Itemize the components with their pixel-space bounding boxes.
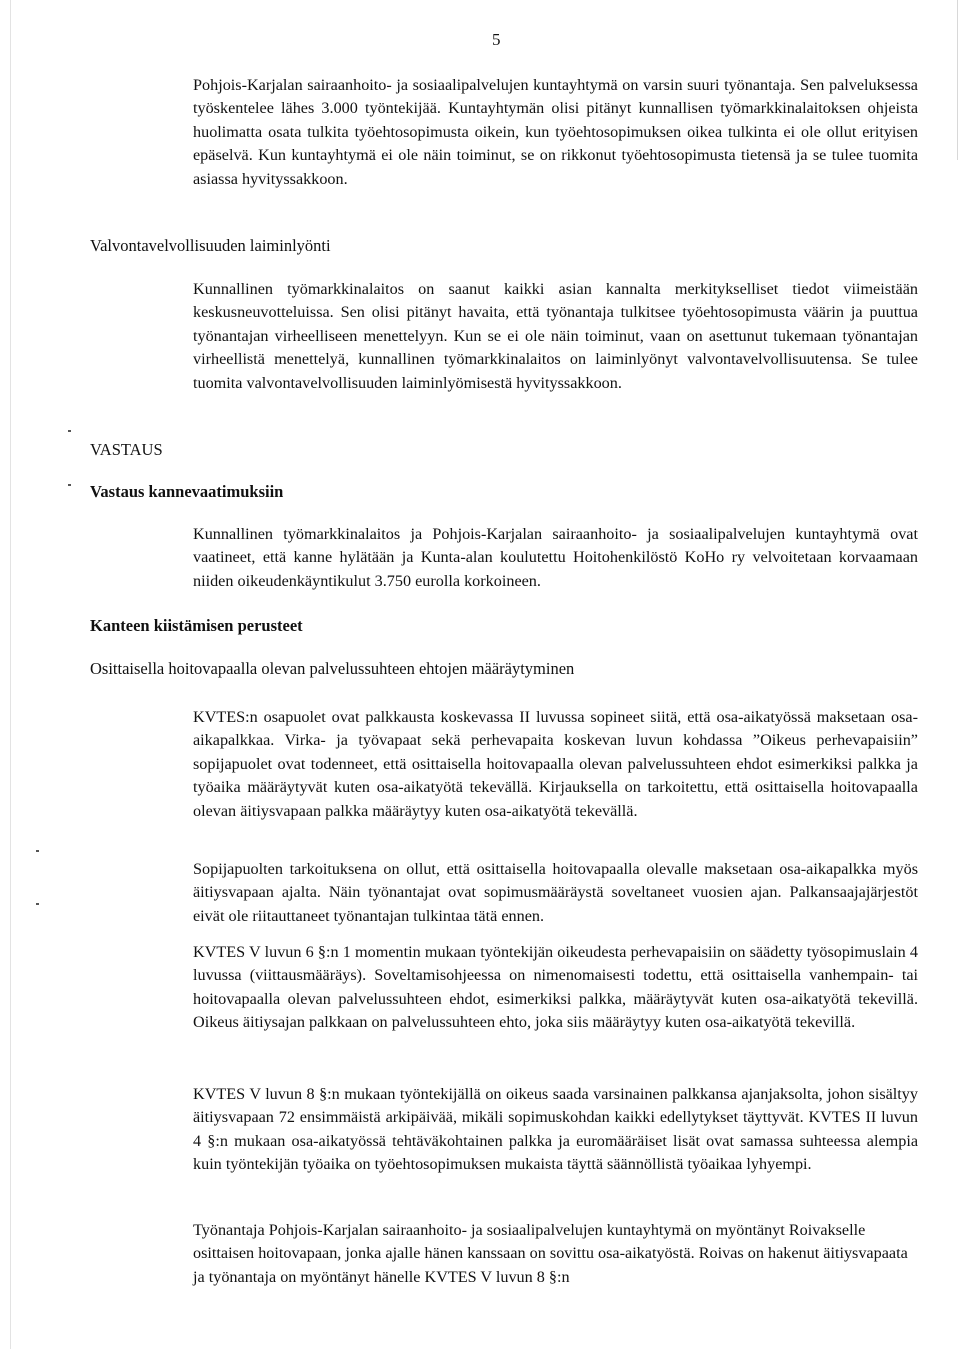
paragraph-employer-liability: Pohjois-Karjalan sairaanhoito- ja sosiaalipalvelujen kuntayhtymä on varsin suuri työnantaja. Sen palveluksessa työskentelee lähes 3.000 työntekijää. Kuntayhtymän olisi pitänyt kunnallisen työmarkkinalaitoksen ohjeista huolimatta osata tulkita työehtosopimusta oikein, kun työehtosopimuksen oikea tulkinta ei ole ollut erityisen epäselvä. Kun kuntayhtymä ei ole näin toiminut, se on rikkonut työehtosopimusta tietensä ja se tulee tuomita asiassa hyvityssakkoon. <box>193 76 918 188</box>
scan-speck <box>68 484 71 486</box>
scan-edge-line <box>957 0 958 160</box>
heading-response: VASTAUS <box>90 440 163 459</box>
heading-response-to-claims: Vastaus kannevaatimuksiin <box>90 482 284 501</box>
paragraph-response-to-claims: Kunnallinen työmarkkinalaitos ja Pohjois-Karjalan sairaanhoito- ja sosiaalipalvelujen kuntayhtymä ovat vaatineet, että kanne hylätään ja Kunta-alan koulutettu Hoitohenkilöstö KoHo ry velvoitetaan korvaamaan niiden oikeudenkäyntikulut 3.750 eurolla korkoineen. <box>193 525 918 590</box>
heading-partial-care-leave-terms: Osittaisella hoitovapaalla olevan palvelussuhteen ehtojen määräytyminen <box>90 659 575 678</box>
paragraph-parties-intent: Sopijapuolten tarkoituksena on ollut, että osittaisella hoitovapaalla olevalle maksetaan osa-aikapalkka myös äitiysvapaan ajalta. Näin työnantajat ovat sopimusmääräystä soveltaneet vuosien ajan. Palkansaajajärjestöt eivät ole riitauttaneet työnantajan tulkintaa tätä ennen. <box>193 860 918 925</box>
paragraph-employer-granted-leave: Työnantaja Pohjois-Karjalan sairaanhoito- ja sosiaalipalvelujen kuntayhtymä on myöntänyt Roivakselle osittaisen hoitovapaan, jonka ajalle hänen kanssaan on sovittu osa-aikatyöstä. Roivas on hakenut äitiysvapaata ja työnantaja on myöntänyt hänelle KVTES V luvun 8 §:n <box>193 1221 908 1286</box>
paragraph-kvtes-parties: KVTES:n osapuolet ovat palkkausta koskevassa II luvussa sopineet siitä, että osa-aikatyössä maksetaan osa-aikapalkkaa. Virka- ja työvapaat sekä perhevapaita koskevan luvun kohdassa ”Oikeus perhevapaisiin” sopijapuolet ovat todenneet, että osittaisella hoitovapaalla olevan palvelussuhteen ehdot esimerkiksi palkka ja työaika määräytyvät kuten osa-aikatyötä tekevällä. Kirjauksella on tarkoitettu, että osittaisella hoitovapaalla olevan äitiysvapaan palkka määräytyy kuten osa-aikatyötä tekevällä. <box>193 708 918 820</box>
paragraph-kvtes-v-8: KVTES V luvun 8 §:n mukaan työntekijällä on oikeus saada varsinainen palkkansa ajanjaksolta, johon sisältyy äitiysvapaan 72 ensimmäistä arkipäivää, mikäli sopimuskohdan kaikki edellytykset täyttyvät. KVTES II luvun 4 §:n mukaan osa-aikatyössä tehtäväkohtainen palkka ja euromääräiset lisät ovat samassa suhteessa alempia kuin työntekijän työaika on työehtosopimuksen mukaista täyttä säännöllistä työaikaa lyhyempi. <box>193 1085 918 1174</box>
page-number: 5 <box>492 30 501 49</box>
heading-grounds-for-denial: Kanteen kiistämisen perusteet <box>90 616 303 635</box>
scan-margin-line <box>10 0 11 1349</box>
paragraph-supervision-neglect: Kunnallinen työmarkkinalaitos on saanut kaikki asian kannalta merkitykselliset tiedot viimeistään keskusneuvotteluissa. Sen olisi pitänyt havaita, että työnantaja tulkitsee työehtosopimusta väärin ja puuttua työnantajan virheelliseen menettelyyn. Kun se ei ole näin toiminut, vaan on asettunut tukemaan työnantajan virheellistä menettelyä, kunnallinen työmarkkinalaitos on laiminlyönyt valvontavelvollisuutensa. Se tulee tuomita valvontavelvollisuuden laiminlyömisestä hyvityssakkoon. <box>193 280 918 392</box>
scan-speck <box>36 903 39 905</box>
heading-supervision-neglect: Valvontavelvollisuuden laiminlyönti <box>90 236 331 255</box>
scan-speck <box>36 850 39 852</box>
paragraph-kvtes-v-6: KVTES V luvun 6 §:n 1 momentin mukaan työntekijän oikeudesta perhevapaisiin on säädetty työsopimuslain 4 luvussa (viittausmääräys). Soveltamisohjeessa on nimenomaisesti todettu, että osittaisella vanhempain- tai hoitovapaalla olevan palvelussuhteen ehdot, esimerkiksi palkka, määräytyvät kuten osa-aikatyötä tekevillä. Oikeus äitiysajan palkkaan on palvelussuhteen ehto, joka siis määräytyy kuten osa-aikatyötä tekevillä. <box>193 943 918 1032</box>
scan-speck <box>68 430 71 432</box>
